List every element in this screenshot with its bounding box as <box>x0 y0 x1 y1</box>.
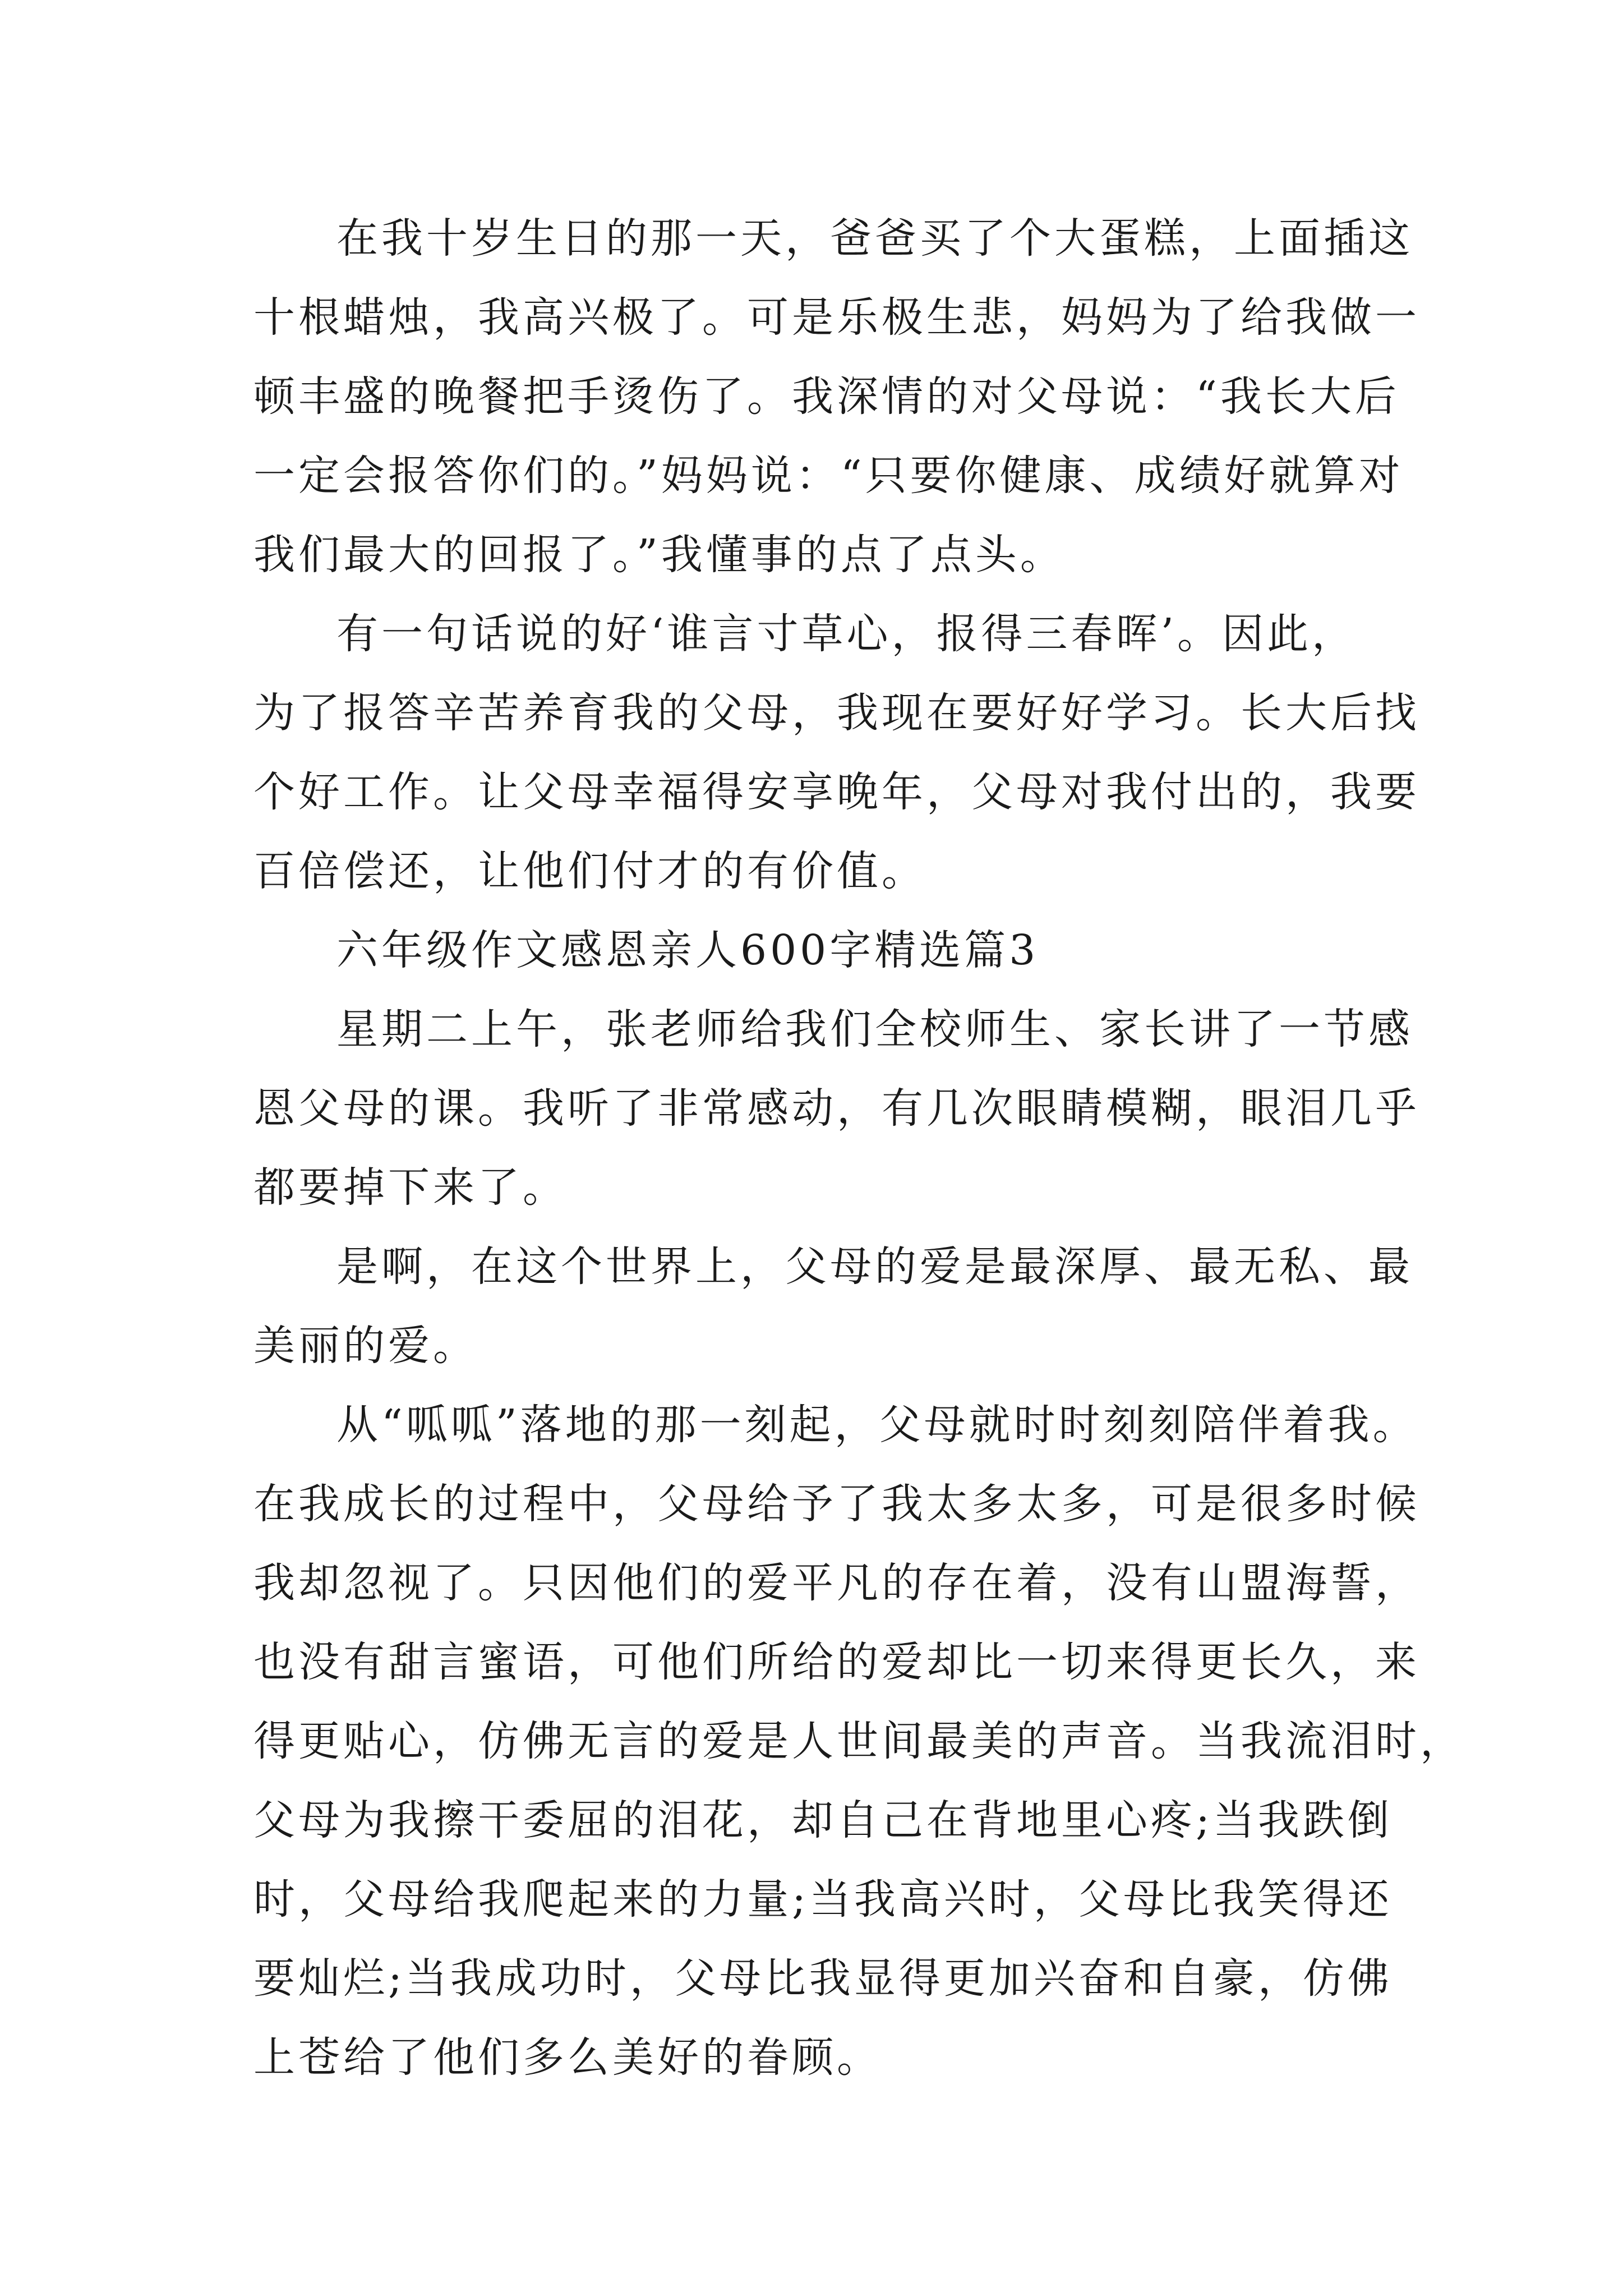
text-line: 星期二上午，张老师给我们全校师生、家长讲了一节感 <box>336 1005 1413 1053</box>
text-line: 百倍偿还，让他们付才的有价值。 <box>253 847 926 895</box>
text-line: 得更贴心，仿佛无言的爱是人世间最美的声音。当我流泪时， <box>253 1717 1465 1765</box>
text-line: 顿丰盛的晚餐把手烫伤了。我深情的对父母说：“我长大后 <box>253 372 1400 421</box>
section-heading: 六年级作文感恩亲人600字精选篇3 <box>336 926 1039 974</box>
text-line: 父母为我擦干委屈的泪花，却自己在背地里心疼;当我跌倒 <box>253 1796 1393 1844</box>
paragraph-birthday <box>253 199 1420 595</box>
text-line: 上苍给了他们多么美好的眷顾。 <box>253 2033 882 2082</box>
text-line: 时，父母给我爬起来的力量;当我高兴时，父母比我笑得还 <box>253 1875 1393 1924</box>
text-line: 要灿烂;当我成功时，父母比我显得更加兴奋和自豪，仿佛 <box>253 1954 1393 2003</box>
text-line: 个好工作。让父母幸福得安享晚年，父母对我付出的，我要 <box>253 768 1420 816</box>
text-line: 我们最大的回报了。”我懂事的点了点头。 <box>253 531 1065 579</box>
text-line: 都要掉下来了。 <box>253 1163 568 1212</box>
text-line: 有一句话说的好‘谁言寸草心，报得三春晖’。因此， <box>336 610 1357 658</box>
text-line: 在我成长的过程中，父母给予了我太多太多，可是很多时候 <box>253 1480 1420 1528</box>
text-line: 十根蜡烛，我高兴极了。可是乐极生悲，妈妈为了给我做一 <box>253 293 1420 342</box>
text-line: 为了报答辛苦养育我的父母，我现在要好好学习。长大后找 <box>253 689 1420 737</box>
paragraph-lesson <box>253 990 1420 1227</box>
text-line: 恩父母的课。我听了非常感动，有几次眼睛模糊，眼泪几乎 <box>253 1084 1420 1133</box>
text-line: 是啊，在这个世界上，父母的爱是最深厚、最无私、最 <box>336 1243 1413 1291</box>
text-line: 我却忽视了。只因他们的爱平凡的存在着，没有山盟海誓， <box>253 1559 1420 1607</box>
text-line: 一定会报答你们的。”妈妈说：“只要你健康、成绩好就算对 <box>253 452 1404 500</box>
paragraph-repay <box>253 595 1420 911</box>
text-line: 在我十岁生日的那一天，爸爸买了个大蛋糕，上面插这 <box>336 214 1413 263</box>
text-line: 美丽的爱。 <box>253 1322 478 1370</box>
paragraph-growing-up <box>253 1386 1465 2097</box>
text-line: 也没有甜言蜜语，可他们所给的爱却比一切来得更长久，来 <box>253 1638 1420 1686</box>
paragraph-love <box>253 1227 1413 1386</box>
document-body <box>253 199 1465 2097</box>
text-line: 从“呱呱”落地的那一刻起，父母就时时刻刻陪伴着我。 <box>336 1401 1418 1449</box>
